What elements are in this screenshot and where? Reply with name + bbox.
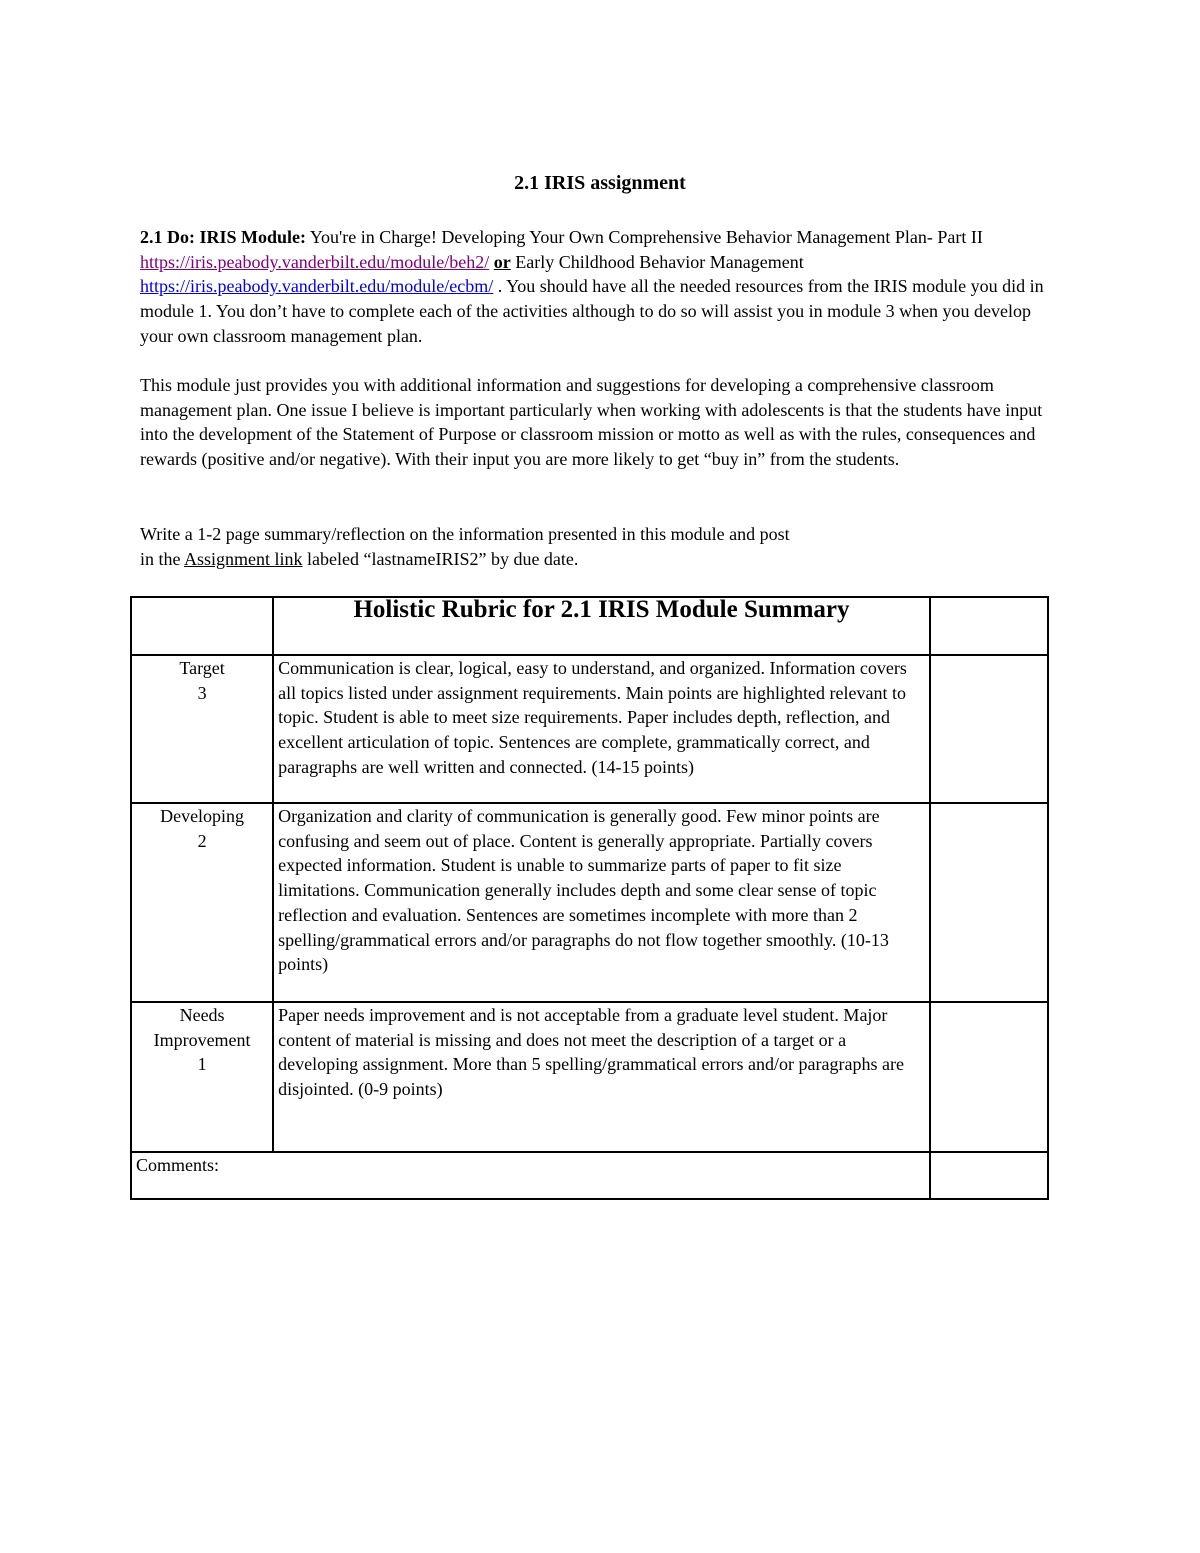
rubric-level-cell <box>131 803 273 1002</box>
rubric-level-name: Needs Improvement <box>153 1005 251 1050</box>
rubric-score-cell <box>930 803 1048 1002</box>
instructions-text-3: labeled “lastnameIRIS2” by due date. <box>302 548 579 569</box>
rubric-score-cell <box>930 655 1048 803</box>
rubric-row-needs-improvement <box>131 1002 1048 1152</box>
rubric-header-row <box>131 597 1048 655</box>
comments-label: Comments: <box>131 1152 930 1199</box>
ecbm-module-link[interactable]: https://iris.peabody.vanderbilt.edu/module/ecbm/ <box>140 276 494 297</box>
intro-paragraph <box>140 225 1060 349</box>
intro-label: 2.1 Do: IRIS Module: <box>140 227 307 247</box>
or-separator: or <box>493 251 511 272</box>
rubric-table <box>130 596 1049 1200</box>
rubric-level-cell <box>131 655 273 803</box>
intro-text-1: You're in Charge! Developing Your Own Comprehensive Behavior Management Plan- Part II <box>306 227 983 247</box>
comments-score-cell <box>930 1152 1048 1199</box>
instructions-text-1: Write a 1-2 page summary/reflection on the information presented in this module and post <box>140 524 790 544</box>
rubric-row-developing <box>131 803 1048 1002</box>
instructions-text-2: in the <box>140 548 184 569</box>
intro-text-2: Early Childhood Behavior Management <box>510 251 804 272</box>
rubric-description: Paper needs improvement and is not acceptable from a graduate level student. Major content of material is missing and does not meet the description of a target or a developing assignment. More than 5 spelling/grammatical errors and/or paragraphs are disjointed. (0-9 points) <box>273 1002 930 1152</box>
rubric-level-score: 1 <box>197 1054 207 1075</box>
rubric-score-cell <box>930 1002 1048 1152</box>
beh2-module-link[interactable]: https://iris.peabody.vanderbilt.edu/module/beh2/ <box>140 251 490 272</box>
rubric-title: Holistic Rubric for 2.1 IRIS Module Summary <box>273 597 930 655</box>
rubric-row-target <box>131 655 1048 803</box>
assignment-link[interactable]: Assignment link <box>184 548 303 569</box>
rubric-level-name: Developing <box>160 806 245 826</box>
intro-text-3: . You should have all the needed resources from the IRIS module you did in module 1. You don’t have to complete each of the activities although to do so will assist you in module 3 when you develop your own classroom management plan. <box>140 276 1044 346</box>
rubric-level-score: 2 <box>197 830 207 851</box>
rubric-description: Organization and clarity of communication is generally good. Few minor points are confusing and seem out of place. Content is generally appropriate. Partially covers expected information. Student is unable to summarize parts of paper to fit size limitations. Communication generally includes depth and some clear sense of topic reflection and evaluation. Sentences are sometimes incomplete with more than 2 spelling/grammatical errors and/or paragraphs do not flow together smoothly. (10-13 points) <box>273 803 930 1002</box>
rubric-description: Communication is clear, logical, easy to understand, and organized. Information covers all topics listed under assignment requirements. Main points are highlighted relevant to topic. Student is able to meet size requirements. Paper includes depth, reflection, and excellent articulation of topic. Sentences are complete, grammatically correct, and paragraphs are well written and connected. (14-15 points) <box>273 655 930 803</box>
rubric-level-name: Target <box>179 658 225 678</box>
module-description-paragraph: This module just provides you with additional information and suggestions for developing a comprehensive classroom management plan. One issue I believe is important particularly when working with adolescents is that the students have input into the development of the Statement of Purpose or classroom mission or motto as well as with the rules, consequences and rewards (positive and/or negative). With their input you are more likely to get “buy in” from the students. <box>140 375 1043 470</box>
document-title: 2.1 IRIS assignment <box>514 172 686 194</box>
rubric-level-cell <box>131 1002 273 1152</box>
rubric-comments-row <box>131 1152 1048 1199</box>
rubric-level-score: 3 <box>197 682 207 703</box>
rubric-header-empty-cell <box>131 597 273 655</box>
rubric-header-score-cell <box>930 597 1048 655</box>
instructions-paragraph <box>140 522 1060 571</box>
